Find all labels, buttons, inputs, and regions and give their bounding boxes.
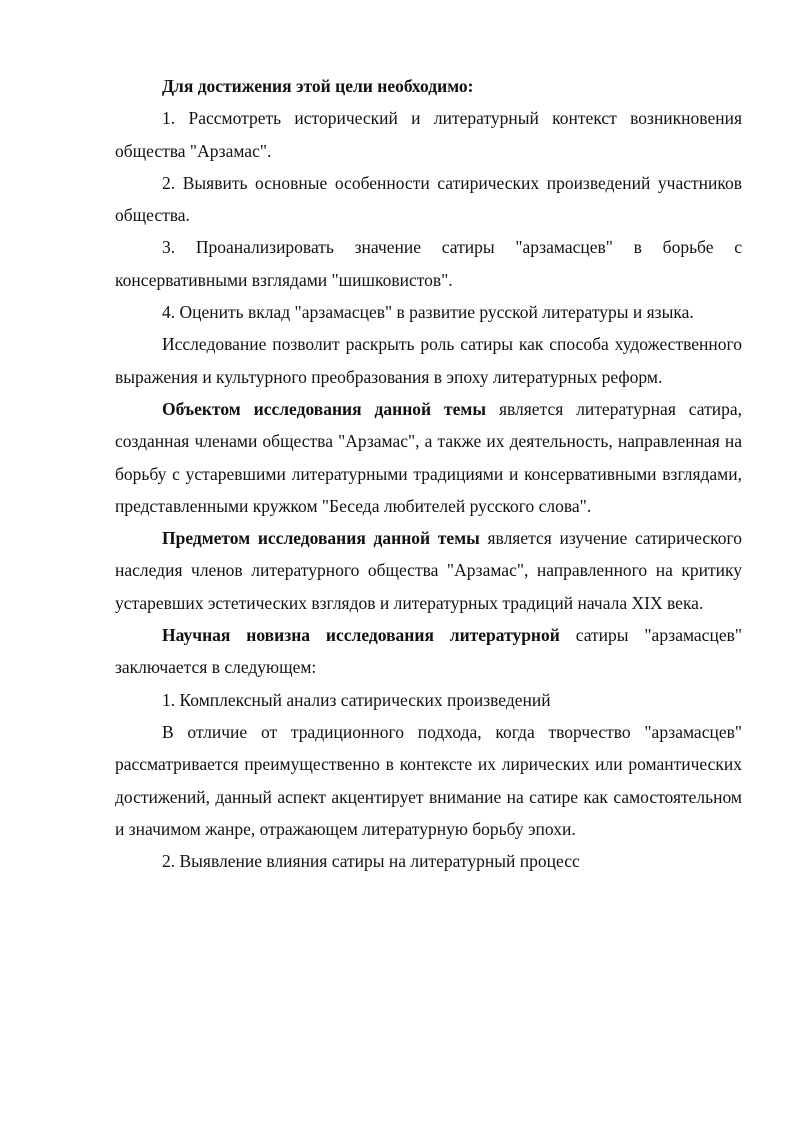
- novelty-point-1: 1. Комплексный анализ сатирических произведений: [162, 689, 551, 710]
- object-lead: Объектом исследования данной темы: [162, 398, 487, 419]
- research-reveal-paragraph: Исследование позволит раскрыть роль сатиры как способа художественного выражения и культурного преобразования в эпоху литературных реформ.: [115, 334, 742, 387]
- object-text: является литературная сатира, созданная членами общества "Арзамас", а также их деятельность, направленная на борьбу с устаревшими литературными традициями и консервативными взглядами, представленными кружком "Беседа любителей русского слова".: [115, 398, 742, 516]
- novelty-point-2: 2. Выявление влияния сатиры на литературный процесс: [162, 851, 580, 872]
- subject-text: является изучение сатирического наследия членов литературного общества "Арзамас", направленного на критику устаревших эстетических взглядов и литературных традиций начала XIX века.: [115, 528, 742, 613]
- goal-heading: [115, 70, 742, 102]
- novelty-paragraph: [115, 619, 742, 684]
- subject-paragraph: [115, 522, 742, 619]
- task-4: 4. Оценить вклад "арзамасцев" в развитие русской литературы и языка.: [162, 302, 694, 323]
- task-1: 1. Рассмотреть исторический и литературный контекст возникновения общества "Арзамас".: [115, 108, 742, 161]
- novelty-text: сатиры "арзамасцев" заключается в следующем:: [115, 625, 742, 678]
- goal-heading-text: Для достижения этой цели необходимо:: [162, 76, 474, 96]
- object-paragraph: [115, 393, 742, 522]
- subject-lead: Предметом исследования данной темы: [162, 528, 480, 549]
- document-page: [115, 70, 742, 877]
- task-2: 2. Выявить основные особенности сатирических произведений участников общества.: [115, 172, 742, 226]
- novelty-point-1-text: В отличие от традиционного подхода, когда творчество "арзамасцев" рассматривается преимущественно в контексте их лирических или романтических достижений, данный аспект акцентирует внимание на сатире как самостоятельном и значимом жанре, отражающем литературную борьбу эпохи.: [115, 721, 742, 839]
- task-3: 3. Проанализировать значение сатиры "арзамасцев" в борьбе с консервативными взглядами "шишковистов".: [115, 237, 742, 290]
- novelty-lead: Научная новизна исследования литературной: [162, 625, 560, 646]
